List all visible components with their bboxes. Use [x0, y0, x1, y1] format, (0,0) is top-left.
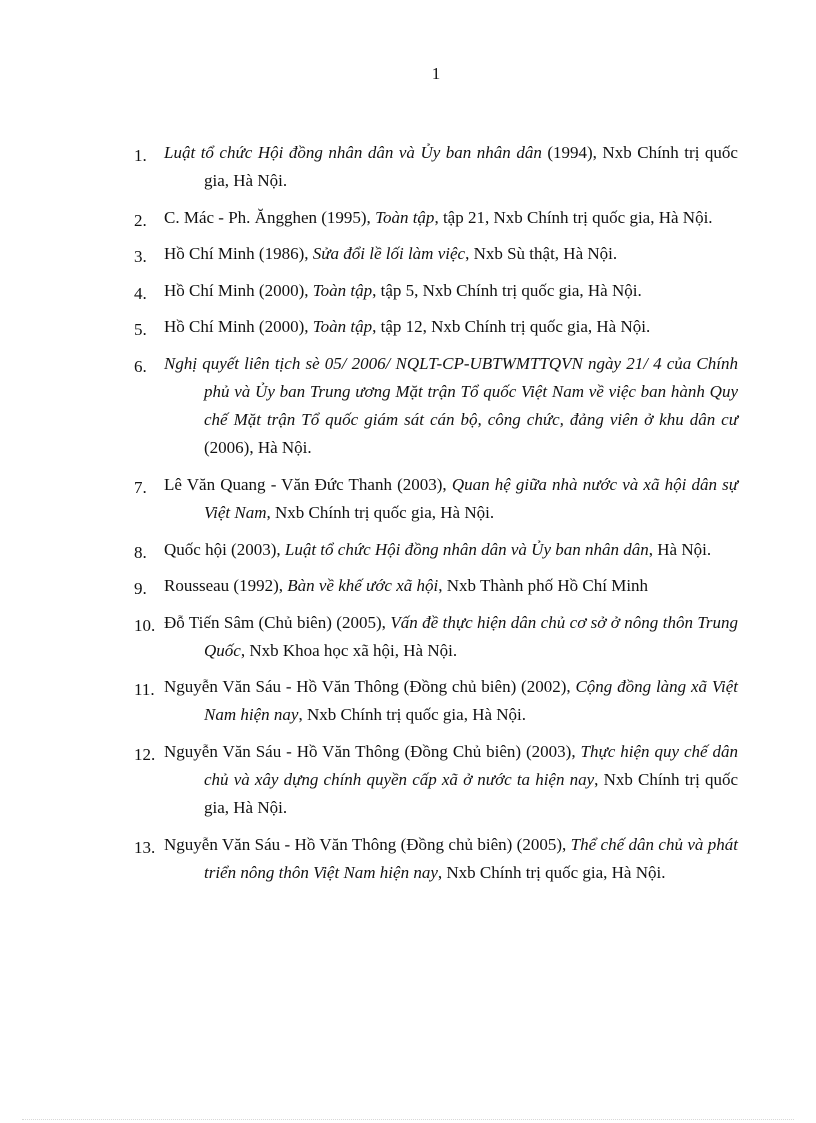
reference-text — [164, 313, 738, 341]
reference-number: 7. — [134, 477, 147, 497]
reference-detail: , Nxb Khoa học xã hội, Hà Nội. — [240, 640, 458, 660]
reference-text — [164, 738, 738, 823]
reference-item — [0, 536, 816, 564]
reference-detail: C. Mác - Ph. Ăngghen (1995), — [164, 207, 376, 227]
reference-text — [164, 204, 738, 232]
reference-detail: Lê Văn Quang - Văn Đức Thanh (2003), — [164, 474, 452, 494]
reference-detail: Rousseau (1992), — [164, 576, 288, 596]
reference-title: Bàn về khế ước xã hội — [287, 576, 439, 596]
reference-text — [164, 350, 738, 463]
reference-text — [164, 572, 738, 600]
reference-detail: Đỗ Tiến Sâm (Chủ biên) (2005), — [164, 612, 391, 632]
reference-title: Toàn tập — [375, 207, 435, 227]
reference-title: Luật tổ chức Hội đồng nhân dân và Ủy ban nhân dân — [164, 143, 542, 162]
reference-text — [164, 277, 738, 305]
reference-text — [164, 240, 738, 268]
reference-item — [0, 738, 816, 823]
reference-item — [0, 609, 816, 665]
reference-item — [0, 204, 816, 232]
reference-detail: , Nxb Sù thật, Hà Nội. — [465, 244, 618, 264]
reference-number: 12. — [134, 744, 156, 764]
reference-detail: Hồ Chí Minh (2000), — [164, 317, 313, 337]
reference-number: 2. — [134, 210, 147, 230]
reference-detail: Hồ Chí Minh (1986), — [164, 244, 313, 264]
reference-text — [164, 139, 738, 195]
reference-item — [0, 471, 816, 527]
reference-number: 1. — [134, 146, 147, 165]
reference-title: Cộng đồng làng xã Việt Nam hiện nay — [204, 677, 738, 725]
reference-detail: , Nxb Chính trị quốc gia, Hà Nội. — [266, 503, 495, 523]
reference-number: 3. — [134, 247, 147, 267]
reference-number: 8. — [134, 542, 147, 562]
reference-item — [0, 139, 816, 195]
reference-detail: Nguyễn Văn Sáu - Hồ Văn Thông (Đồng chủ biên) (2005), — [164, 834, 571, 854]
reference-detail: , Nxb Chính trị quốc gia, Hà Nội. — [298, 705, 527, 725]
reference-title: Toàn tập — [312, 317, 373, 337]
reference-item — [0, 673, 816, 729]
reference-text — [164, 673, 738, 729]
reference-detail: , tập 12, Nxb Chính trị quốc gia, Hà Nội. — [372, 317, 651, 337]
reference-title: Thể chế dân chủ và phát triển nông thôn Việt Nam hiện nay — [204, 834, 738, 883]
reference-number: 4. — [134, 283, 147, 303]
reference-detail: Nguyễn Văn Sáu - Hồ Văn Thông (Đồng chủ biên) (2002), — [164, 677, 576, 697]
reference-detail: Quốc hội (2003), — [164, 539, 285, 559]
reference-detail: , Nxb Chính trị quốc gia, Hà Nội. — [437, 863, 666, 883]
reference-detail: , Nxb Chính trị quốc gia, Hà Nội. — [204, 770, 738, 818]
reference-detail: , Nxb Thành phố Hồ Chí Minh — [438, 576, 649, 596]
reference-detail: , tập 5, Nxb Chính trị quốc gia, Hà Nội. — [372, 280, 642, 300]
reference-text — [164, 471, 738, 527]
reference-list — [0, 139, 816, 896]
reference-item — [0, 831, 816, 887]
reference-title: Quan hệ giữa nhà nước và xã hội dân sự Việt Nam — [204, 474, 738, 523]
reference-title: Nghị quyết liên tịch sè 05/ 2006/ NQLT-CP-UBTWMTTQVN ngày 21/ 4 của Chính phủ và Ủy ban Trung ương Mặt trận Tổ quốc Việt Nam về việc ban hành Quy chế Mặt trận Tổ quốc giám sát cán bộ, công chức, đảng viên ở khu dân cư — [164, 353, 738, 430]
reference-detail: , Hà Nội. — [648, 539, 712, 559]
reference-title: Thực hiện quy chế dân chủ và xây dựng chính quyền cấp xã ở nước ta hiện nay — [204, 741, 738, 790]
reference-detail: Hồ Chí Minh (2000), — [164, 280, 313, 300]
reference-title: Sửa đổi lề lối làm việc — [312, 244, 466, 264]
reference-detail: (2006), Hà Nội. — [204, 438, 312, 458]
page-bottom-divider — [22, 1119, 794, 1120]
reference-detail: (1994), Nxb Chính trị quốc gia, Hà Nội. — [204, 143, 738, 191]
reference-title: Luật tổ chức Hội đồng nhân dân và Ủy ban nhân dân — [284, 539, 649, 559]
reference-item — [0, 240, 816, 268]
reference-detail: , tập 21, Nxb Chính trị quốc gia, Hà Nội. — [434, 207, 713, 227]
reference-number: 13. — [134, 837, 156, 857]
reference-number: 5. — [134, 320, 147, 340]
reference-number: 10. — [134, 615, 156, 635]
reference-number: 11. — [134, 680, 155, 700]
reference-text — [164, 536, 738, 564]
reference-item — [0, 313, 816, 341]
reference-number: 6. — [134, 356, 147, 376]
reference-number: 9. — [134, 579, 147, 599]
reference-detail: Nguyễn Văn Sáu - Hồ Văn Thông (Đồng Chủ biên) (2003), — [164, 741, 581, 761]
reference-item — [0, 572, 816, 600]
reference-item — [0, 350, 816, 463]
reference-item — [0, 277, 816, 305]
page-number-text: 1 — [431, 64, 441, 83]
reference-title: Toàn tập — [312, 280, 373, 300]
reference-title: Vấn đề thực hiện dân chủ cơ sở ở nông thôn Trung Quốc — [204, 612, 739, 660]
page-number — [0, 64, 816, 84]
reference-text — [164, 831, 738, 887]
reference-text — [164, 609, 739, 665]
